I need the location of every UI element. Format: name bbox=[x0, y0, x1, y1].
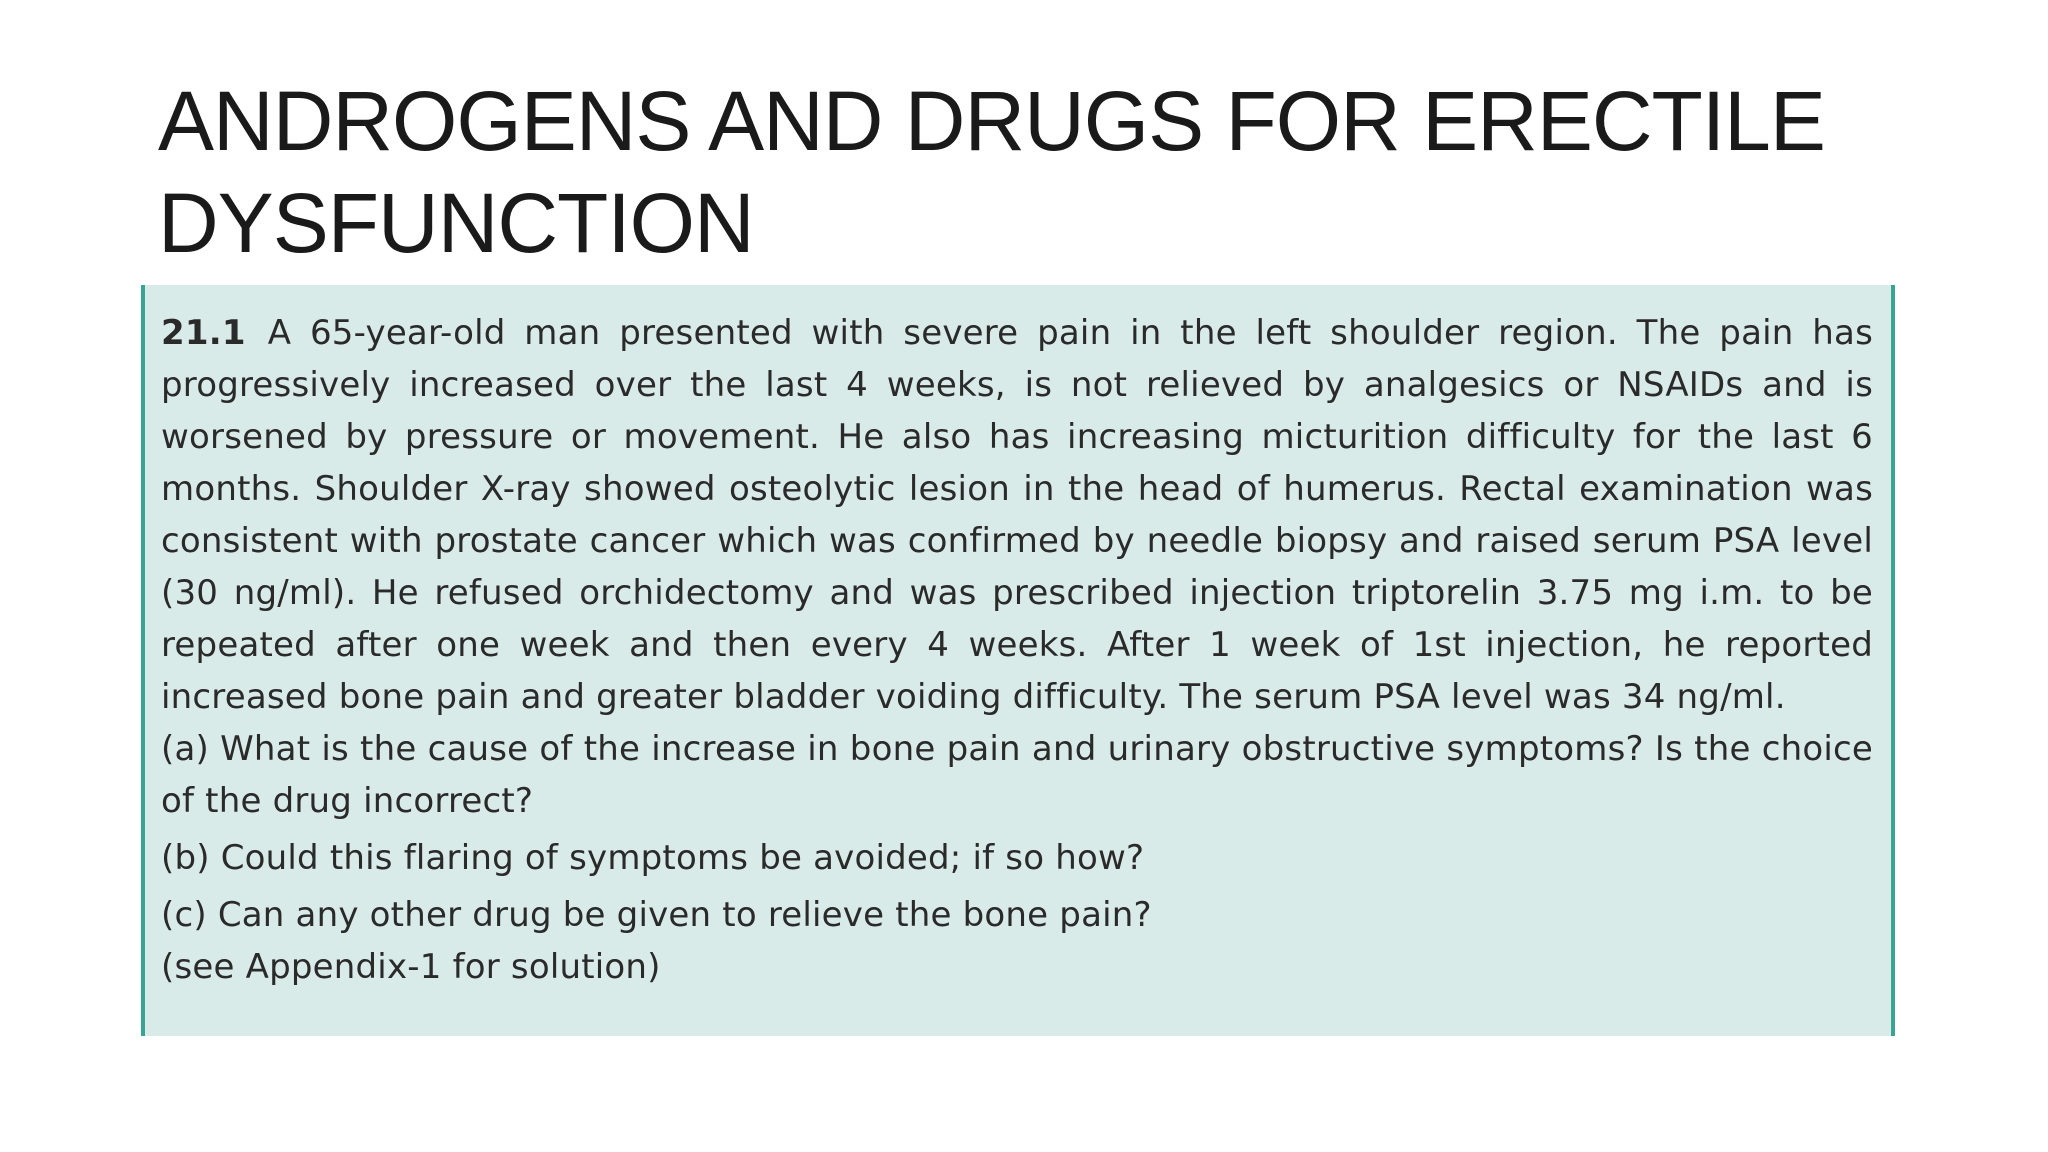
question-c: (c) Can any other drug be given to relieve the bone pain? bbox=[161, 895, 1152, 935]
case-text: A 65-year-old man presented with severe pain in the left shoulder region. The pain has progressively increased over the last 4 weeks, is not relieved by analgesics or NSAIDs and is worsened by pressure or movement. He also has increasing micturition difficulty for the last 6 months. Shoulder X-ray showed osteolytic lesion in the head of humerus. Rectal examination was consistent with prostate cancer which was confirmed by needle biopsy and raised serum PSA level (30 ng/ml). He refused orchidectomy and was prescribed injection triptorelin 3.75 mg i.m. to be repeated after one week and then every 4 weeks. After 1 week of 1st injection, he reported increased bone pain and greater bladder voiding difficulty. The serum PSA level was 34 ng/ml. bbox=[161, 313, 1873, 717]
question-b: (b) Could this flaring of symptoms be avoided; if so how? bbox=[161, 838, 1145, 878]
solution-note: (see Appendix-1 for solution) bbox=[161, 947, 661, 987]
case-description bbox=[161, 307, 1873, 723]
question-a: (a) What is the cause of the increase in bone pain and urinary obstructive symptoms? Is the choice of the drug incorrect? bbox=[161, 729, 1873, 821]
slide-title: ANDROGENS AND DRUGS FOR ERECTILE DYSFUNCTION bbox=[158, 74, 1825, 270]
case-study-box bbox=[141, 285, 1895, 1036]
case-number: 21.1 bbox=[161, 313, 246, 353]
